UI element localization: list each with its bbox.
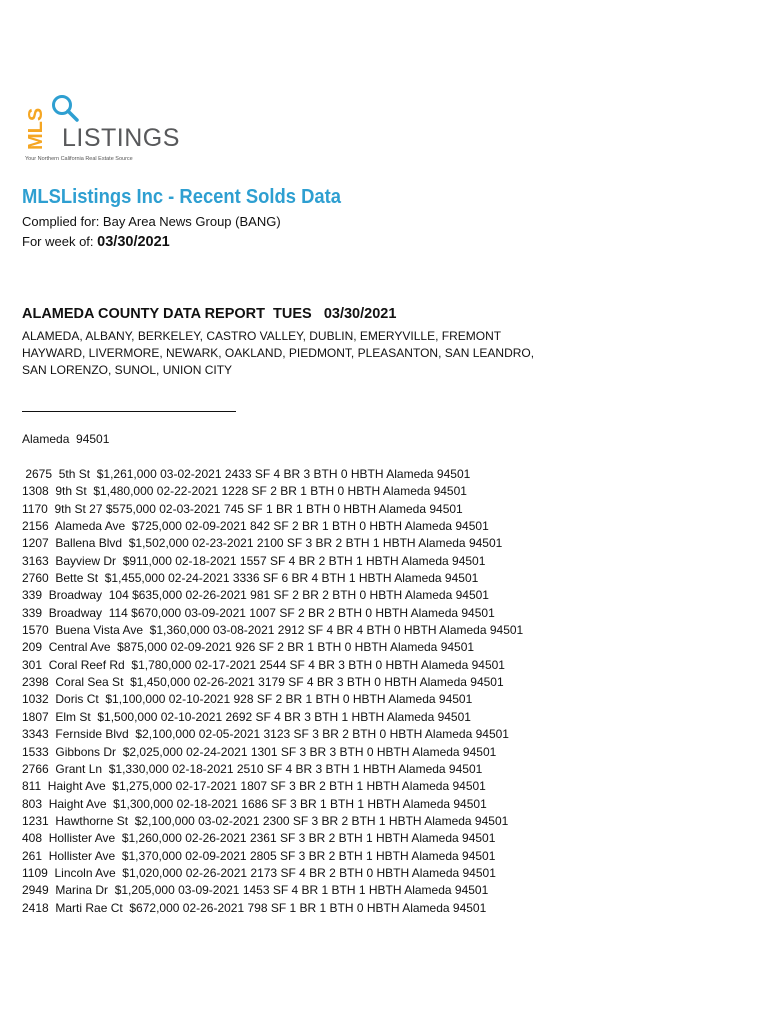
- sale-record: 1533 Gibbons Dr $2,025,000 02-24-2021 1301 SF 3 BR 3 BTH 0 HBTH Alameda 94501: [22, 744, 497, 759]
- sale-record: 2760 Bette St $1,455,000 02-24-2021 3336 SF 6 BR 4 BTH 1 HBTH Alameda 94501: [22, 571, 479, 586]
- city-list-line: SAN LORENZO, SUNOL, UNION CITY: [22, 363, 233, 377]
- sale-record: 2949 Marina Dr $1,205,000 03-09-2021 1453 SF 4 BR 1 BTH 1 HBTH Alameda 94501: [22, 883, 489, 898]
- week-date: 03/30/2021: [97, 234, 170, 250]
- city-list-line: ALAMEDA, ALBANY, BERKELEY, CASTRO VALLEY, DUBLIN, EMERYVILLE, FREMONT: [22, 329, 502, 343]
- city-list-line: HAYWARD, LIVERMORE, NEWARK, OAKLAND, PIEDMONT, PLEASANTON, SAN LEANDRO,: [22, 346, 535, 360]
- sale-record: 1231 Hawthorne St $2,100,000 03-02-2021 2300 SF 3 BR 2 BTH 1 HBTH Alameda 94501: [22, 813, 509, 828]
- sale-record: 2675 5th St $1,261,000 03-02-2021 2433 SF 4 BR 3 BTH 0 HBTH Alameda 94501: [22, 467, 471, 481]
- sale-record: 1308 9th St $1,480,000 02-22-2021 1228 SF 2 BR 1 BTH 0 HBTH Alameda 94501: [22, 484, 467, 499]
- logo-mls-text: MLS: [25, 107, 47, 150]
- sale-record: 1570 Buena Vista Ave $1,360,000 03-08-2021 2912 SF 4 BR 4 BTH 0 HBTH Alameda 94501: [22, 623, 524, 638]
- week-of-line: [22, 234, 170, 250]
- logo-tagline: Your Northern California Real Estate Source: [25, 156, 133, 162]
- sale-record: 339 Broadway 104 $635,000 02-26-2021 981 SF 2 BR 2 BTH 0 HBTH Alameda 94501: [22, 588, 489, 603]
- page-title: MLSListings Inc - Recent Solds Data: [22, 186, 341, 208]
- sale-record: 2156 Alameda Ave $725,000 02-09-2021 842 SF 2 BR 1 BTH 0 HBTH Alameda 94501: [22, 519, 489, 534]
- city-list: [22, 328, 534, 379]
- sale-record: 301 Coral Reef Rd $1,780,000 02-17-2021 2544 SF 4 BR 3 BTH 0 HBTH Alameda 94501: [22, 657, 505, 672]
- sale-record: 1207 Ballena Blvd $1,502,000 02-23-2021 2100 SF 3 BR 2 BTH 1 HBTH Alameda 94501: [22, 536, 503, 551]
- logo-word: LISTINGS: [62, 124, 180, 152]
- section-heading: Alameda 94501: [22, 432, 110, 446]
- sales-records: [22, 466, 523, 917]
- sale-record: 803 Haight Ave $1,300,000 02-18-2021 1686 SF 3 BR 1 BTH 1 HBTH Alameda 94501: [22, 796, 487, 811]
- sale-record: 2398 Coral Sea St $1,450,000 02-26-2021 3179 SF 4 BR 3 BTH 0 HBTH Alameda 94501: [22, 675, 504, 690]
- sale-record: 1170 9th St 27 $575,000 02-03-2021 745 SF 1 BR 1 BTH 0 HBTH Alameda 94501: [22, 501, 463, 516]
- sale-record: 339 Broadway 114 $670,000 03-09-2021 1007 SF 2 BR 2 BTH 0 HBTH Alameda 94501: [22, 605, 495, 620]
- compiled-for-line: Complied for: Bay Area News Group (BANG): [22, 214, 281, 229]
- sale-record: 811 Haight Ave $1,275,000 02-17-2021 1807 SF 3 BR 2 BTH 1 HBTH Alameda 94501: [22, 779, 486, 794]
- sale-record: 408 Hollister Ave $1,260,000 02-26-2021 2361 SF 3 BR 2 BTH 1 HBTH Alameda 94501: [22, 831, 496, 846]
- sale-record: 261 Hollister Ave $1,370,000 02-09-2021 2805 SF 3 BR 2 BTH 1 HBTH Alameda 94501: [22, 848, 496, 863]
- sale-record: 3343 Fernside Blvd $2,100,000 02-05-2021 3123 SF 3 BR 2 BTH 0 HBTH Alameda 94501: [22, 727, 509, 742]
- report-title: ALAMEDA COUNTY DATA REPORT TUES 03/30/2021: [22, 306, 397, 322]
- sale-record: 1109 Lincoln Ave $1,020,000 02-26-2021 2173 SF 4 BR 2 BTH 0 HBTH Alameda 94501: [22, 865, 496, 880]
- sale-record: 2418 Marti Rae Ct $672,000 02-26-2021 798 SF 1 BR 1 BTH 0 HBTH Alameda 94501: [22, 900, 487, 915]
- sale-record: 3163 Bayview Dr $911,000 02-18-2021 1557 SF 4 BR 2 BTH 1 HBTH Alameda 94501: [22, 553, 486, 568]
- sale-record: 2766 Grant Ln $1,330,000 02-18-2021 2510 SF 4 BR 3 BTH 1 HBTH Alameda 94501: [22, 761, 483, 776]
- divider-rule: [22, 411, 236, 412]
- week-label: For week of:: [22, 234, 94, 249]
- mlslistings-logo: [24, 92, 184, 172]
- sale-record: 1032 Doris Ct $1,100,000 02-10-2021 928 SF 2 BR 1 BTH 0 HBTH Alameda 94501: [22, 692, 473, 707]
- sale-record: 1807 Elm St $1,500,000 02-10-2021 2692 SF 4 BR 3 BTH 1 HBTH Alameda 94501: [22, 709, 471, 724]
- sale-record: 209 Central Ave $875,000 02-09-2021 926 SF 2 BR 1 BTH 0 HBTH Alameda 94501: [22, 640, 475, 655]
